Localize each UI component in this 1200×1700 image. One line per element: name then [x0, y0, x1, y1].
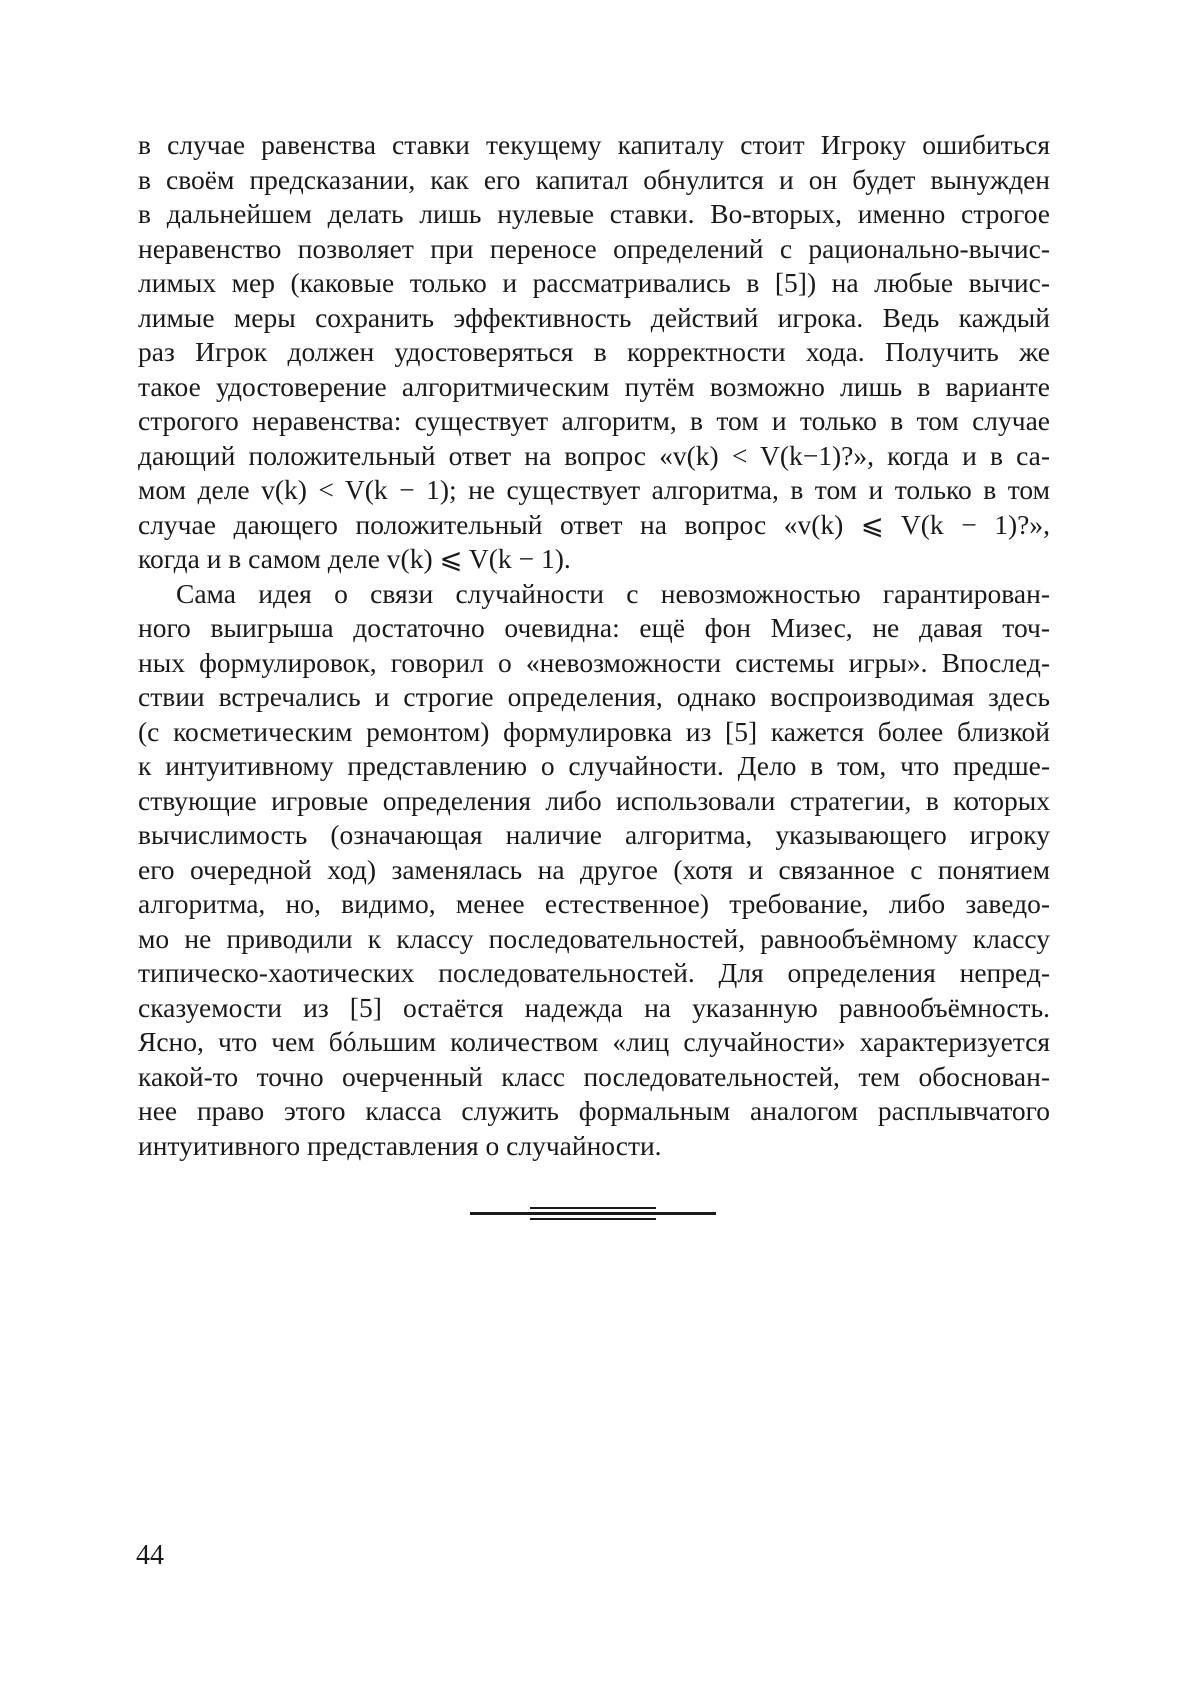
text-line: вычислимость (означающая наличие алгоритма, указывающего игроку: [138, 819, 1050, 850]
text-line: в своём предсказании, как его капитал обнулится и он будет вынужден: [138, 163, 1050, 195]
page-body: [138, 128, 1050, 1163]
ornament-rule: [530, 1218, 656, 1220]
text-line: какой-то точно очерченный класс последовательностей, тем обоснован-: [138, 1060, 1050, 1092]
page-number: 44: [136, 1540, 164, 1571]
ornament-rule: [530, 1207, 656, 1209]
text-line: Сама идея о связи случайности с невозможностью гарантирован-: [176, 577, 1050, 609]
text-line: ных формулировок, говорил о «невозможности системы игры». Впослед-: [138, 646, 1050, 678]
text-line: в дальнейшем делать лишь нулевые ставки. Во-вторых, именно строгое: [138, 198, 1050, 229]
ornament-rule: [470, 1212, 716, 1215]
text-line: такое удостоверение алгоритмическим путём возможно лишь в варианте: [138, 370, 1050, 402]
text-line: (с косметическим ремонтом) формулировка из [5] кажется более близкой: [138, 715, 1050, 747]
text-line: лимых мер (каковые только и рассматривались в [5]) на любые вычис-: [138, 267, 1050, 298]
text-line: Ясно, что чем бóльшим количеством «лиц случайности» характеризуется: [138, 1026, 1050, 1057]
text-line: неравенство позволяет при переносе определений с рационально-вычис-: [138, 232, 1050, 264]
text-line: его очередной ход) заменялась на другое (хотя и связанное с понятием: [138, 853, 1050, 885]
text-line: сказуемости из [5] остаётся надежда на указанную равнообъёмность.: [138, 991, 1050, 1023]
text-line: в случае равенства ставки текущему капиталу стоит Игроку ошибиться: [138, 129, 1050, 160]
text-line: ствии встречались и строгие определения, однако воспроизводимая здесь: [138, 681, 1050, 712]
text-line: раз Игрок должен удостоверяться в корректности хода. Получить же: [138, 336, 1050, 367]
text-line: интуитивного представления о случайности.: [138, 1129, 662, 1161]
text-line: ствующие игровые определения либо использовали стратегии, в которых: [138, 784, 1050, 816]
text-line: типическо-хаотических последовательностей. Для определения непред-: [138, 957, 1050, 988]
text-line: мом деле v(k) < V(k − 1); не существует алгоритма, в том и только в том: [138, 474, 1050, 505]
text-line: к интуитивному представлению о случайности. Дело в том, что предше-: [138, 750, 1050, 781]
text-line: мо не приводили к классу последовательностей, равнообъёмному классу: [138, 922, 1050, 954]
paragraph-2: [138, 577, 1050, 1164]
text-line: нее право этого класса служить формальным аналогом расплывчатого: [138, 1095, 1050, 1126]
text-line: ного выигрыша достаточно очевидна: ещё фон Мизес, не давая точ-: [138, 612, 1050, 643]
text-line: алгоритма, но, видимо, менее естественное) требование, либо заведо-: [138, 888, 1050, 919]
text-line: лимые меры сохранить эффективность действий игрока. Ведь каждый: [138, 301, 1050, 333]
paragraph-1: [138, 128, 1050, 577]
text-line: строгого неравенства: существует алгоритм, в том и только в том случае: [138, 405, 1050, 436]
text-line: когда и в самом деле v(k) ⩽ V(k − 1).: [138, 543, 571, 574]
text-line: дающий положительный ответ на вопрос «v(k) < V(k−1)?», когда и в са-: [138, 439, 1050, 471]
section-end-ornament: [470, 1207, 716, 1221]
text-line: случае дающего положительный ответ на вопрос «v(k) ⩽ V(k − 1)?»,: [138, 508, 1050, 540]
